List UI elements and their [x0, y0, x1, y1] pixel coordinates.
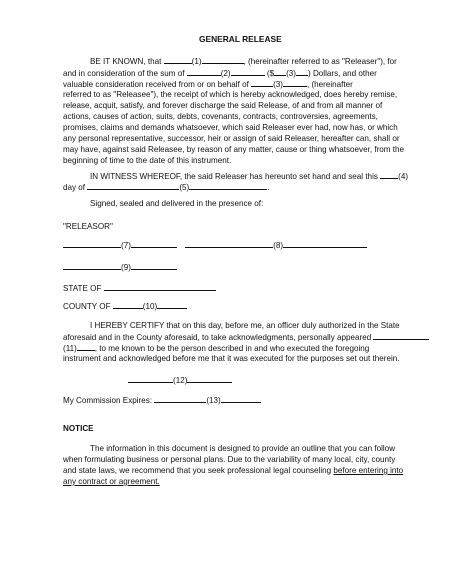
signature-blank-9[interactable]: [63, 262, 121, 270]
notary-signature-blank-2[interactable]: [187, 375, 232, 383]
field-number: (12): [173, 376, 188, 385]
field-number: (3): [273, 80, 283, 89]
state-label: STATE OF: [63, 284, 102, 293]
notice-line-1: The information in this document is designed to provide an outline that you can follow: [90, 444, 396, 453]
releaser-name-blank[interactable]: [164, 56, 192, 64]
release-line-10: beginning of time to the date of this instrument.: [63, 156, 232, 165]
county-label: COUNTY OF: [63, 302, 111, 311]
release-line-4: referred to as "Releasee"), the receipt of which is hereby acknowledged, does hereby remise,: [63, 90, 398, 99]
notary-signature-line: [128, 375, 232, 386]
signature-row-2: [63, 262, 177, 273]
signature-blank-7[interactable]: [63, 240, 121, 248]
commission-line: [63, 395, 261, 406]
text: ($: [266, 69, 275, 78]
field-number: (10): [142, 302, 158, 311]
text: and state laws, we recommend that you seek professional legal counseling: [63, 466, 332, 475]
commission-blank-2[interactable]: [221, 395, 261, 403]
county-blank[interactable]: [113, 301, 143, 309]
certify-line-1: I HEREBY CERTIFY that on this day, before me, an officer duly authorized in the State: [90, 321, 400, 330]
text: , to me known to be the person described in and who executed the foregoing: [94, 344, 370, 353]
notice-line-2: when formulating business or personal plans. Due to the variability of many local, city, county: [63, 455, 396, 464]
certify-line-4: instrument and acknowledged before me that it was executed for the purposes set out therein.: [63, 354, 400, 363]
field-number: (4): [398, 172, 409, 181]
document-title: GENERAL RELEASE: [199, 34, 282, 44]
certify-line-3: [63, 343, 369, 354]
text: day of: [63, 183, 86, 192]
sum-words-blank-2[interactable]: [231, 68, 265, 76]
releasee-name-blank[interactable]: [251, 79, 273, 87]
notice-heading: NOTICE: [63, 424, 94, 433]
signature-blank-7b[interactable]: [131, 240, 177, 248]
release-line-6: actions, causes of action, suits, debts, covenants, contracts, controversies, agreements,: [63, 112, 378, 121]
releaser-name-blank-2[interactable]: [202, 56, 244, 64]
release-line-2: [63, 68, 377, 79]
month-blank-2[interactable]: [189, 182, 270, 192]
text: , (hereinafter referred to as "Releaser"), for: [243, 57, 397, 66]
text: BE IT KNOWN, that: [90, 57, 162, 66]
text: .: [267, 183, 270, 192]
release-line-8: any personal representative, successor, heir or assign of said Releaser, hereafter can, shall or: [63, 134, 400, 143]
text: valuable consideration received from or on behalf of: [63, 80, 249, 89]
text: IN WITNESS WHEREOF, the said Releaser has hereunto set hand and seal this: [90, 172, 378, 181]
appeared-blank[interactable]: [373, 332, 429, 340]
sum-amount-blank[interactable]: [274, 68, 286, 76]
month-blank[interactable]: [87, 182, 179, 190]
witness-line-2: [63, 182, 269, 193]
field-number: (9): [121, 263, 131, 272]
field-number: (2): [220, 69, 231, 78]
signature-blank-8[interactable]: [185, 240, 273, 248]
witness-line-1: [90, 171, 408, 182]
notice-line-4: any contract or agreement.: [63, 477, 160, 486]
underlined-text: before entering into: [333, 466, 404, 475]
field-number: (8): [273, 241, 284, 250]
release-line-1: [90, 56, 397, 67]
field-number: (3): [286, 69, 296, 78]
notice-line-3: [63, 466, 403, 476]
county-line: [63, 301, 187, 312]
state-blank[interactable]: [104, 283, 216, 291]
field-number: (11): [63, 344, 77, 353]
release-line-3: [63, 79, 353, 90]
day-blank[interactable]: [380, 171, 398, 179]
notary-signature-blank[interactable]: [128, 375, 173, 383]
commission-label: My Commission Expires:: [63, 396, 153, 405]
releasee-name-blank-2[interactable]: [283, 79, 307, 87]
text: , (hereinafter: [306, 80, 353, 89]
text: ) Dollars, and other: [308, 69, 377, 78]
signature-blank-9b[interactable]: [131, 262, 177, 270]
release-line-5: release, acquit, satisfy, and forever discharge the said Release, of and from all manner of: [63, 101, 383, 110]
county-blank-2[interactable]: [157, 301, 187, 309]
field-number: (1): [191, 57, 202, 66]
release-line-9: may have, against said Releasee, by reason of any matter, cause or thing whatsoever, from the: [63, 145, 405, 154]
releasor-label: "RELEASOR": [63, 222, 113, 231]
text: aforesaid and in the County aforesaid, to take acknowledgments, personally appeared: [63, 333, 372, 342]
field-number: (13): [206, 396, 221, 405]
field-number: (5): [179, 183, 190, 192]
certify-line-2: [63, 332, 429, 343]
commission-blank[interactable]: [154, 395, 206, 403]
signature-blank-8b[interactable]: [283, 240, 367, 248]
text: and in consideration of the sum of: [63, 69, 185, 78]
signed-line: Signed, sealed and delivered in the presence of:: [90, 199, 264, 208]
signature-row-1: [63, 240, 367, 251]
appeared-blank-2[interactable]: [77, 343, 95, 351]
state-line: [63, 283, 216, 294]
field-number: (7): [121, 241, 131, 250]
release-line-7: promises, claims and demands whatsoever, which said Releaser ever had, now has, or which: [63, 123, 398, 132]
sum-amount-blank-2[interactable]: [296, 68, 308, 76]
sum-words-blank[interactable]: [187, 68, 221, 76]
